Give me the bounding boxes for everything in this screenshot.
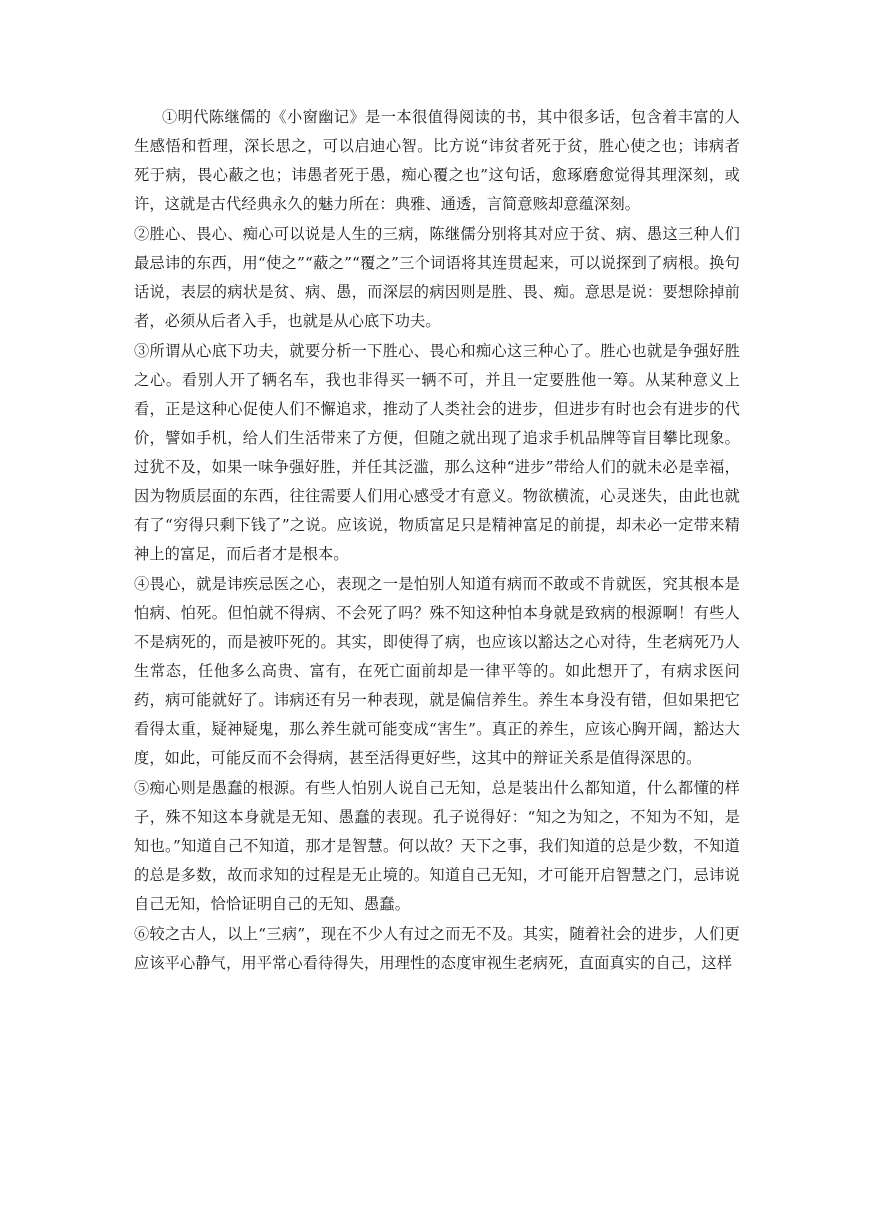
paragraph-2: ②胜心、畏心、痴心可以说是人生的三病，陈继儒分别将其对应于贫、病、愚这三种人们最忌讳的东西，用“使之”“蔽之”“覆之”三个词语将其连贯起来，可以说探到了病根。换句话说，表层的病状是贫、病、愚，而深层的病因则是胜、畏、痴。意思是说：要想除掉前者，必须从后者入手，也就是从心底下功夫。 xyxy=(134,225,740,330)
paragraph-5: ⑤痴心则是愚蠢的根源。有些人怕别人说自己无知，总是装出什么都知道，什么都懂的样子，殊不知这本身就是无知、愚蠢的表现。孔子说得好：“知之为知之，不知为不知，是知也。”知道自己不知道，那才是智慧。何以故？天下之事，我们知道的总是少数，不知道的总是多数，故而求知的过程是无止境的。知道自己无知，才可能开启智慧之门，忌讳说自己无知，恰恰证明自己的无知、愚蠢。 xyxy=(134,779,740,913)
paragraph-6: ⑥较之古人，以上“三病”，现在不少人有过之而无不及。其实，随着社会的进步，人们更应该平心静气，用平常心看待得失，用理性的态度审视生老病死，直面真实的自己，这样 xyxy=(134,925,740,972)
paragraph-3: ③所谓从心底下功夫，就要分析一下胜心、畏心和痴心这三种心了。胜心也就是争强好胜之心。看别人开了辆名车，我也非得买一辆不可，并且一定要胜他一筹。从某种意义上看，正是这种心促使人们不懈追求，推动了人类社会的进步，但进步有时也会有进步的代价，譬如手机，给人们生活带来了方便，但随之就出现了追求手机品牌等盲目攀比现象。过犹不及，如果一味争强好胜，并任其泛滥，那么这种“进步”带给人们的就未必是幸福，因为物质层面的东西，往往需要人们用心感受才有意义。物欲横流，心灵迷失，由此也就有了“穷得只剩下钱了”之说。应该说，物质富足只是精神富足的前提，却未必一定带来精神上的富足，而后者才是根本。 xyxy=(134,342,740,563)
paragraph-1: ①明代陈继儒的《小窗幽记》是一本很值得阅读的书，其中很多话，包含着丰富的人生感悟和哲理，深长思之，可以启迪心智。比方说“讳贫者死于贫，胜心使之也；讳病者死于病，畏心蔽之也；讳愚者死于愚，痴心覆之也”这句话，愈琢磨愈觉得其理深刻，或许，这就是古代经典永久的魅力所在：典雅、通透，言简意赅却意蕴深刻。 xyxy=(134,108,740,213)
article-body xyxy=(134,103,740,979)
paragraph-4: ④畏心，就是讳疾忌医之心，表现之一是怕别人知道有病而不敢或不肯就医，究其根本是怕病、怕死。但怕就不得病、不会死了吗？殊不知这种怕本身就是致病的根源啊！有些人不是病死的，而是被吓死的。其实，即使得了病，也应该以豁达之心对待，生老病死乃人生常态，任他多么高贵、富有，在死亡面前却是一律平等的。如此想开了，有病求医问药，病可能就好了。讳病还有另一种表现，就是偏信养生。养生本身没有错，但如果把它看得太重，疑神疑鬼，那么养生就可能变成“害生”。真正的养生，应该心胸开阔，豁达大度，如此，可能反而不会得病，甚至活得更好些，这其中的辩证关系是值得深思的。 xyxy=(134,575,740,767)
